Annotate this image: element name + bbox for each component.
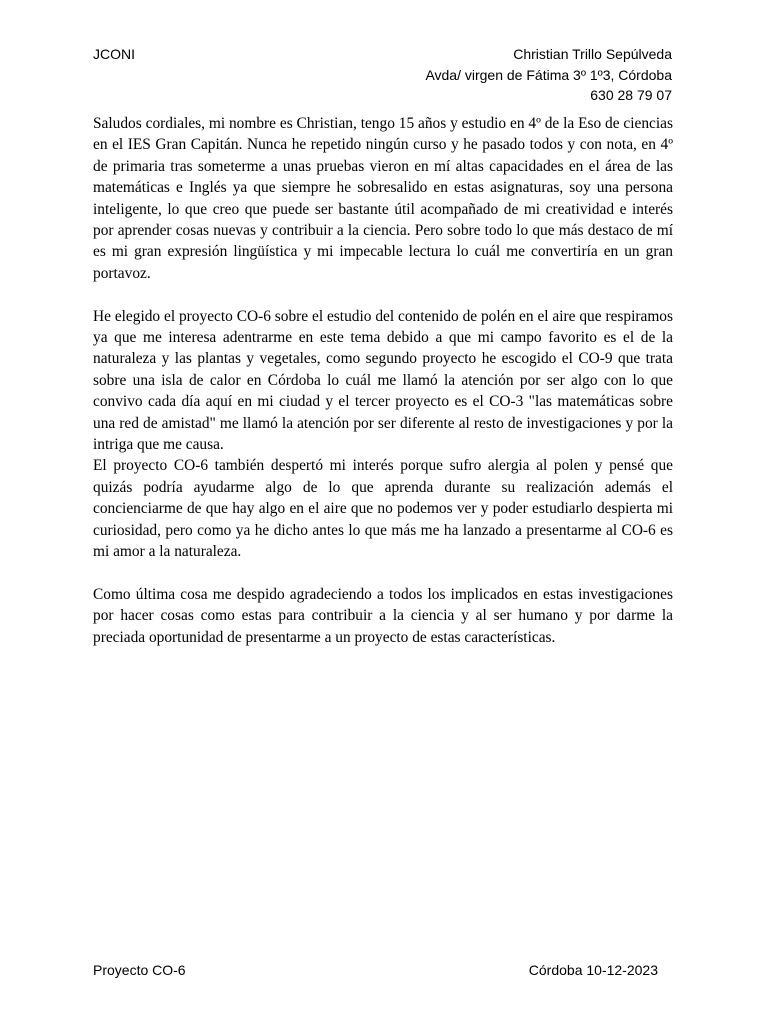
paragraph-project-choice: He elegido el proyecto CO-6 sobre el estudio del contenido de polén en el aire que respiramos ya que me interesa adentrarme en este tema debido a que mi campo favorito es el de la naturaleza y las plantas y vegetales, como segundo proyecto he escogido el CO-9 que trata sobre una isla de calor en Córdoba lo cuál me llamó la atención por ser algo con lo que convivo cada día aquí en mi ciudad y el tercer proyecto es el CO-3 "las matemáticas sobre una red de amistad" me llamó la atención por ser diferente al resto de investigaciones y por la intriga que me causa. bbox=[93, 307, 673, 454]
sender-phone: 630 28 79 07 bbox=[590, 87, 672, 103]
letter-body bbox=[93, 113, 673, 648]
sender-block bbox=[425, 44, 672, 106]
sender-address: Avda/ virgen de Fátima 3º 1º3, Córdoba bbox=[425, 66, 672, 83]
footer-date: Córdoba 10-12-2023 bbox=[528, 962, 658, 978]
paragraph-introduction: Saludos cordiales, mi nombre es Christian, tengo 15 años y estudio en 4º de la Eso de ciencias en el IES Gran Capitán. Nunca he repetido ningún curso y he pasado todos y con nota, en 4º de primaria tras someterme a unas pruebas vieron en mí altas capacidades en el área de las matemáticas e Inglés ya que siempre he sobresalido en estas asignaturas, soy una persona inteligente, lo que creo que puede ser bastante útil acompañado de mi creatividad e interés por aprender cosas nuevas y contribuir a la ciencia. Pero sobre todo lo que más destaco de mí es mi gran expresión lingüística y mi impecable lectura lo cuál me convertiría en un gran portavoz. bbox=[93, 115, 673, 282]
header-left-label: JCONI bbox=[93, 46, 135, 62]
paragraph-closing: Como última cosa me despido agradeciendo a todos los implicados en estas investigaciones por hacer cosas como estas para contribuir a la ciencia y al ser humano y por darme la preciada oportunidad de presentarme a un proyecto de estas características. bbox=[93, 585, 673, 646]
footer-project: Proyecto CO-6 bbox=[93, 962, 186, 978]
paragraph-co6-interest: El proyecto CO-6 también despertó mi interés porque sufro alergia al polen y pensé que quizás podría ayudarme algo de lo que aprenda durante su realización además el concienciarme de que hay algo en el aire que no podemos ver y poder estudiarlo despierta mi curiosidad, pero como ya he dicho antes lo que más me ha lanzado a presentarme al CO-6 es mi amor a la naturaleza. bbox=[93, 457, 673, 561]
sender-name: Christian Trillo Sepúlveda bbox=[513, 46, 672, 62]
